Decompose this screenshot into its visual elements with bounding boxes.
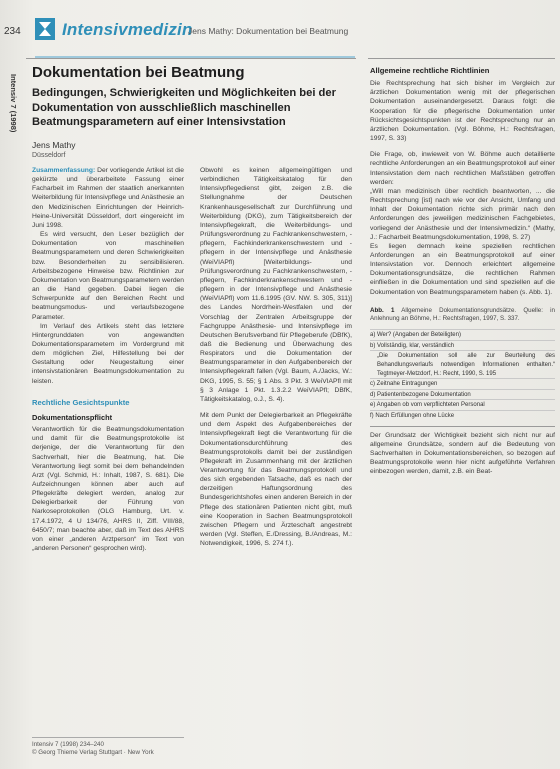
footer <box>32 741 154 757</box>
list-item: f) Nach Erfüllungen ohne Lücke <box>370 410 555 421</box>
column-2 <box>200 166 352 548</box>
article-subtitle: Bedingungen, Schwierigkeiten und Möglichkeiten bei der Dokumentation von ausschließlich maschinellen Beatmungsparametern auf einer Intensivstation <box>32 87 336 128</box>
article-title: Dokumentation bei Beatmung <box>32 64 245 81</box>
column-1 <box>32 166 184 553</box>
author-city: Düsseldorf <box>32 152 66 159</box>
paragraph: Der Grundsatz der Wichtigkeit bezieht sich nicht nur auf allgemeine Grundsätze, sondern auf die Bedeutung von Sachverhalten in Dokumentationsbereichen, so bezogen auf Beatmungsprotokolle wenn hier nicht aufgeführte Verfahren einbezogen werden, damit, z.B. ein Beat- <box>370 431 555 476</box>
column-3 <box>370 66 555 476</box>
side-label: Intensiv 7 (1998) <box>9 74 18 133</box>
summary-label: Zusammenfassung: <box>32 167 96 174</box>
list-item: a) Wer? (Angaben der Beteiligten) <box>370 329 555 340</box>
paragraph: Verantwortlich für die Beatmungsdokumentation und damit für die Beatmungsprotokolle ist derjenige, der die Verantwortung für den Sachverhalt, hier die Beatmung, hat. Die Verantwortung liegt somit bei dem behandelnden Arzt (Vgl. Schmid, H.: Inhalt, 1987, S. 681). Die Aufzeichnungen können aber auch auf Pflegekräfte delegiert werden, analog zur Delegierbarkeit der Führung von Narkoseprotokollen (OLG Hamburg, Urt. v. 17.4.1972, 4 U 134/76, AHRS II, Ziff. VIII/88, 6450/7; man beachte aber, daß im Text des AHRS von einer „anderen Arztperson“ im Text von „anderen Personen“ gesprochen wird). <box>32 426 184 553</box>
figure-label: Abb. 1 <box>370 306 395 314</box>
figure-caption-text: Allgemeine Dokumentationsgrundsätze. Quelle: in Anlehnung an Böhme, H.: Rechtsfragen, 1997, S. 337. <box>370 306 555 322</box>
section-heading: Allgemeine rechtliche Richtlinien <box>370 66 490 75</box>
list-item: c) Zeitnahe Eintragungen <box>370 378 555 389</box>
figure-list <box>370 329 555 420</box>
title-rule-left <box>26 58 356 59</box>
subsection-heading: Dokumentationspflicht <box>32 412 113 422</box>
paragraph: Es wird versucht, den Leser bezüglich der Dokumentation von maschinellen Beatmungsparametern und deren Schwierigkeiten bzw. Besonderheiten zu sensibilisieren. Arbeitsbezogene Hinweise bzw. Richtlinien zur Dokumentation von Beatmungsparametern werden an die Hand gegeben. Dabei liegen die Schwerpunkte auf den Bereichen Recht und beatmungsmodus- und verlaufsbezogene Parameter. <box>32 231 184 321</box>
footer-publisher: © Georg Thieme Verlag Stuttgart · New York <box>32 749 154 756</box>
section-heading: Rechtliche Gesichtspunkte <box>32 397 130 407</box>
paragraph: Die Frage, ob, inwieweit von W. Böhme auch detaillierte rechtliche Anforderungen an ein Beatmungsprotokoll auf einer Intensivstation dem nach rechtlichen Maßstäben getroffen werden: <box>370 151 555 186</box>
footer-citation: Intensiv 7 (1998) 234–240 <box>32 741 104 748</box>
journal-name: Intensivmedizin <box>62 20 193 39</box>
journal-logo-icon <box>35 18 55 40</box>
author-name: Jens Mathy <box>32 140 76 150</box>
paragraph: Im Verlauf des Artikels steht das letztere Hintergrunddaten von angewandten Dokumentationsparametern im Vordergrund mit dem möglichen Ziel, Hilfestellung bei der Gestaltung oder Neugestaltung einer intensivstationären Beatmungsdokumentation zu leisten. <box>32 322 184 385</box>
summary-text: Der vorliegende Artikel ist die gekürzte und überarbeitete Fassung einer Facharbeit im Rahmen der staatlich anerkannten Weiterbildung für Intensivpflege und Anästhesie an den Medizinischen Einrichtungen der Heinrich-Heine-Universität Düsseldorf, dort eingereicht im Juni 1998. <box>32 167 185 229</box>
list-item: „Die Dokumentation soll alle zur Beurteilung des Behandlungsverlaufs notwendigen Informationen enthalten.“ Tegtmeyer-Metzdorf, H.: Recht, 1990, S. 195 <box>370 350 555 378</box>
paragraph: Obwohl es keinen allgemeingültigen und verbindlichen Tätigkeitskatalog für den Intensivpflegedienst gibt, zeigen z.B. die Stellungnahme der Deutschen Krankenhausgesellschaft zur Durchführung und Weiterbildung (DKG), zum Tätigkeitsbereich der Intensivpflegekraft, die Weiterbildungs- und Prüfungsverordnung zu Fachkrankenschwestern, -pflegern, Fachkinderkrankenschwestern und -pflegern in der Intensivpflege und Anästhesie (WeiVIAPfl) [Weiterbildungs- und Prüfungsverordnung zu Fachkrankenschwestern, -pflegern, Fachkinderkrankenschwestern und -pflegern in der Intensivpflege und Anästhesie (WeiVIAPfl) vom 11.6.1995 (GV. NW. S. 305, 311)] des Landes Nordrhein-Westfalen und der Vorschlag der Zentralen Arbeitsgruppe der Fachgruppe Anästhesie- und Intensivpflege im Deutschen Berufsverband für Pflegeberufe (DBfK), daß die Bedienung und Überwachung des Respirators und die Dokumentation der Beatmungsparameter in den Aufgabenbereich der Intensivpflegekraft fallen (Vgl. Baum, A./Jacks, W.: DKG, 1995, S. 55; § 1 Abs. 3 Pkt. 3 WeiVIAPfl mit § 3 Anlage 1 Pkt. 1.3.2.2 WeiVIAPfl; DBfK, Tätigkeitskatalog, o.J., S. 4). <box>200 167 352 403</box>
list-item: b) Vollständig, klar, verständlich <box>370 340 555 351</box>
paragraph: Mit dem Punkt der Delegierbarkeit an Pflegekräfte und dem Aspekt des Aufgabenbereiches der Intensivpflegekraft liegt die Verantwortung für die Dokumentationsdurchführung des Beatmungsprotokolls damit bei der zuständigen Pflegekraft im Zusammenhang mit der ärztlichen Verantwortung für das Beatmungsprotokoll und des sich ergebenden Tatsache, daß es nach der derzeitigen Haftungsordnung des Bundesgerichtshofes einen anderen Bereich in der Pflege des stationären Patienten nicht gibt, muß eine Kooperation in Sachen Beatmungsprotokoll zwischen Pflegern und Ärzteschaft angestrebt werden (Vgl. Steffen, E./Dressing, B./Andreas, M.: Notwendigkeit, 1996, S. 274 f.). <box>200 412 352 548</box>
figure-caption <box>370 307 555 323</box>
paragraph: Die Rechtsprechung hat sich bisher im Vergleich zur ärztlichen Dokumentation wenig mit der pflegerischen Dokumentation auseinandergesetzt. Daraus folgt: die Kooperation für die pflegerische Dokumentation unter Rücksichtsgesichtspunkten ist der Rechtsprechung nur an ärztlichen Dokumentation. (Vgl. Böhme, H.: Rechtsfragen, 1997, S. 33) <box>370 80 555 143</box>
page-header <box>0 14 560 44</box>
block-quote: „Will man medizinisch über rechtlich beantworten, ... die Rechtsprechung [ist] nach wie vor der Ansicht, Umfang und Inhalt der Dokumentation richte sich primär nach den Anforderungen des jeweiligen medizinischen Fachgebietes, vorliegend der Anästhesie und der Intensivmedizin.“ (Mathy, J.: Facharbeit Beatmungsdokumentation, 1998, S. 27) <box>370 187 555 241</box>
running-head: Jens Mathy: Dokumentation bei Beatmung <box>188 26 349 36</box>
list-item: e) Angaben ob vom verpflichteten Personal <box>370 399 555 410</box>
footer-rule <box>32 737 184 738</box>
title-rule-right <box>368 58 555 59</box>
summary-paragraph <box>32 166 184 230</box>
paragraph: Es liegen demnach keine speziellen rechtlichen Anforderungen an ein Beatmungsprotokoll auf einer Intensivstation vor. Dennoch erleichtert allgemeine Dokumentationsgrundsätze, die rechtlichen Rahmen einfließen in die Dokumentation und sind speziellen auf die Dokumentation von Beatmungsparametern haben (s. Abb. 1). <box>370 242 555 296</box>
page-number: 234 <box>4 26 21 37</box>
list-item: d) Patientenbezogene Dokumentation <box>370 389 555 400</box>
